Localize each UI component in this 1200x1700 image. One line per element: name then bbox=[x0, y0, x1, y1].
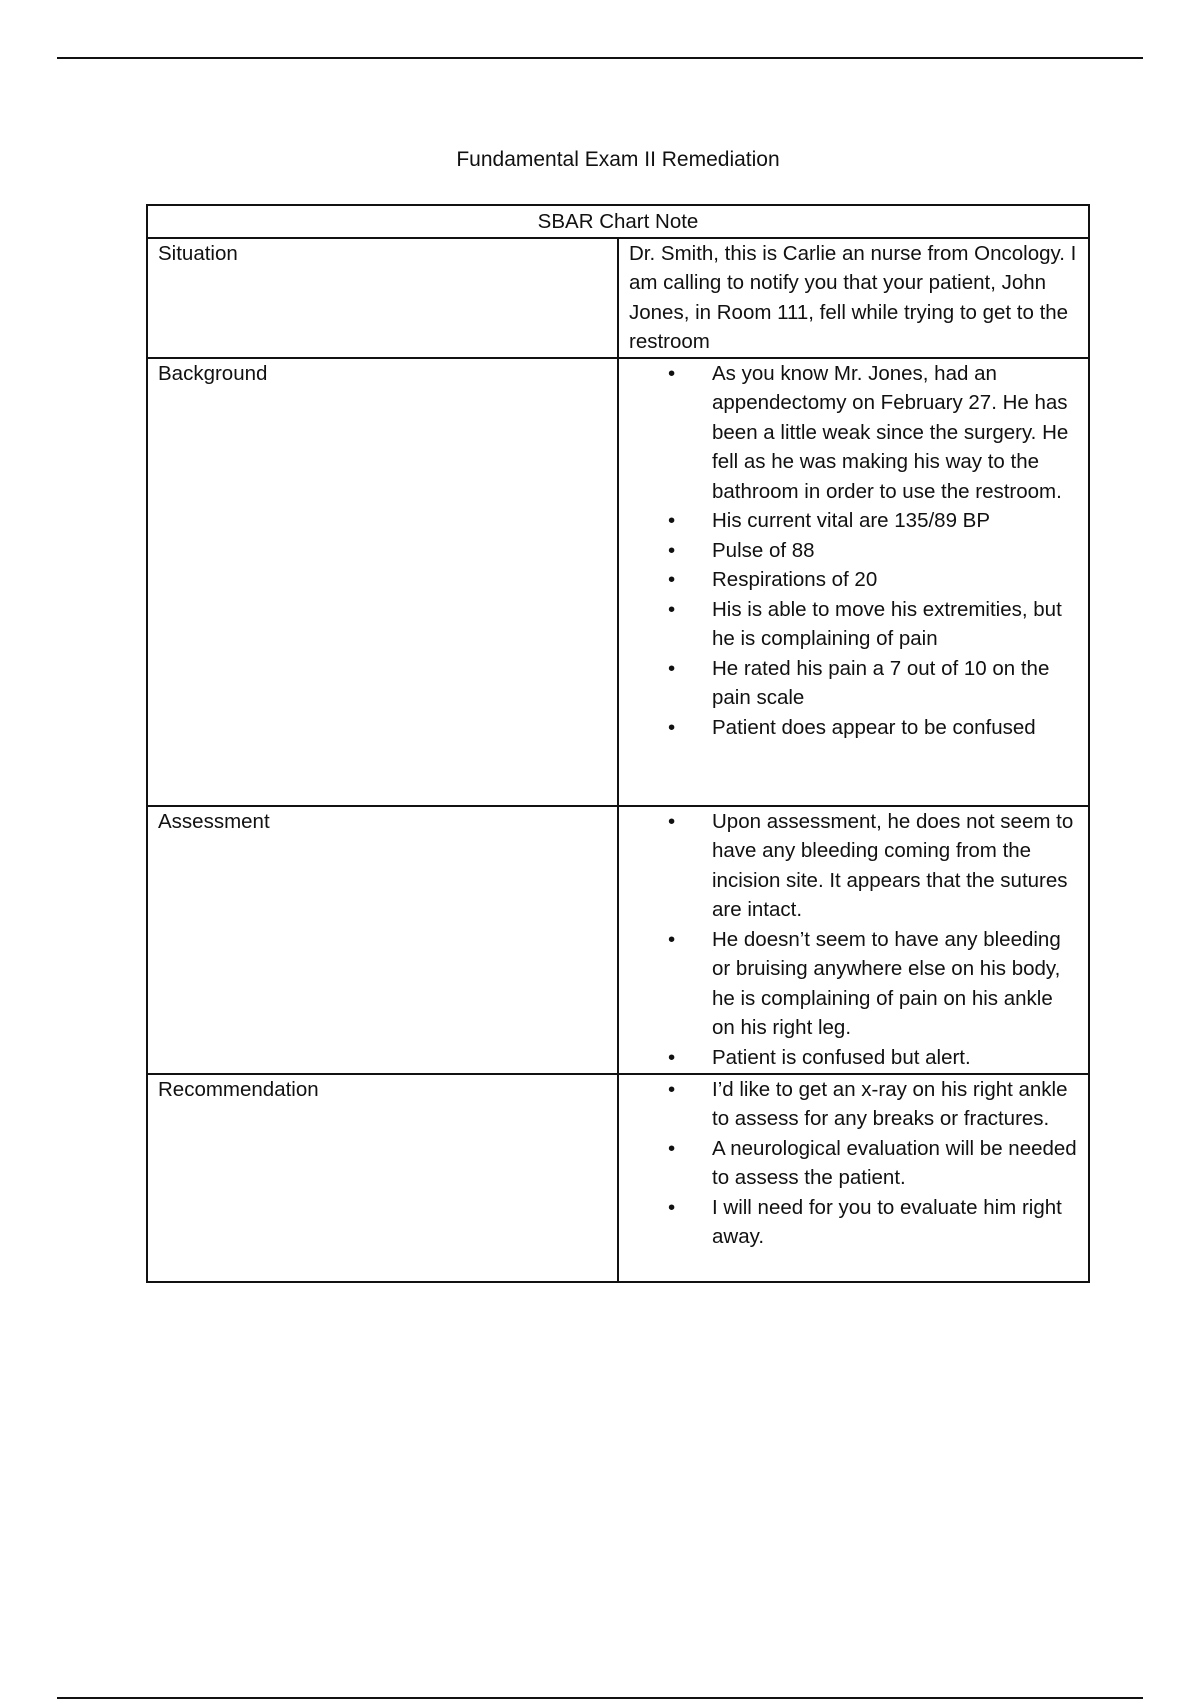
bullet-icon: • bbox=[668, 538, 676, 562]
table-caption-row bbox=[147, 205, 1089, 238]
recommendation-label: Recommendation bbox=[147, 1074, 618, 1282]
bullet-icon: • bbox=[668, 597, 676, 621]
list-item bbox=[629, 565, 1080, 595]
assessment-content bbox=[618, 806, 1089, 1074]
bullet-icon: • bbox=[668, 1195, 676, 1219]
list-item bbox=[629, 807, 1080, 925]
list-item-text: A neurological evaluation will be needed to assess the patient. bbox=[712, 1136, 1077, 1189]
list-item bbox=[629, 595, 1080, 654]
list-item-text: I’d like to get an x-ray on his right ankle to assess for any breaks or fractures. bbox=[712, 1077, 1068, 1130]
list-item-text: As you know Mr. Jones, had an appendectomy on February 27. He has been a little weak since the surgery. He fell as he was making his way to the bathroom in order to use the restroom. bbox=[712, 361, 1069, 503]
bullet-icon: • bbox=[668, 568, 676, 591]
list-item-text: Pulse of 88 bbox=[712, 538, 815, 562]
list-item bbox=[629, 1134, 1080, 1193]
list-item-text: Upon assessment, he does not seem to have any bleeding coming from the incision site. It appears that the sutures are intact. bbox=[712, 809, 1074, 921]
bullet-icon: • bbox=[668, 715, 676, 739]
table-row-recommendation bbox=[147, 1074, 1089, 1282]
bullet-icon: • bbox=[668, 509, 676, 532]
list-item bbox=[629, 654, 1080, 713]
assessment-list bbox=[629, 807, 1080, 1073]
recommendation-content bbox=[618, 1074, 1089, 1282]
list-item bbox=[629, 359, 1080, 507]
bullet-icon: • bbox=[668, 361, 676, 385]
list-item bbox=[629, 536, 1080, 566]
situation-label: Situation bbox=[147, 238, 618, 358]
list-item bbox=[629, 1043, 1080, 1073]
background-content bbox=[618, 358, 1089, 806]
list-item bbox=[629, 506, 1080, 536]
list-item-text: Respirations of 20 bbox=[712, 568, 878, 591]
background-list bbox=[629, 359, 1080, 743]
list-item bbox=[629, 1193, 1080, 1252]
recommendation-list bbox=[629, 1075, 1080, 1252]
situation-text: Dr. Smith, this is Carlie an nurse from Oncology. I am calling to notify you that your patient, John Jones, in Room 111, fell while trying to get to the restroom bbox=[618, 238, 1089, 358]
list-item-text: He rated his pain a 7 out of 10 on the pain scale bbox=[712, 656, 1050, 709]
bullet-icon: • bbox=[668, 1045, 676, 1069]
list-item-text: He doesn’t seem to have any bleeding or bruising anywhere else on his body, he is complaining of pain on his ankle on his right leg. bbox=[712, 927, 1061, 1039]
list-item-text: Patient does appear to be confused bbox=[712, 715, 1036, 739]
table-row-background bbox=[147, 358, 1089, 806]
list-item bbox=[629, 1075, 1080, 1134]
header-rule bbox=[57, 57, 1143, 59]
list-item-text: Patient is confused but alert. bbox=[712, 1045, 971, 1069]
bullet-icon: • bbox=[668, 809, 676, 833]
list-item-text: His is able to move his extremities, but he is complaining of pain bbox=[712, 597, 1062, 650]
assessment-label: Assessment bbox=[147, 806, 618, 1074]
bullet-icon: • bbox=[668, 1077, 676, 1101]
table-row-situation bbox=[147, 238, 1089, 358]
sbar-chart-table bbox=[146, 204, 1090, 1283]
bullet-icon: • bbox=[668, 927, 676, 951]
background-label: Background bbox=[147, 358, 618, 806]
list-item bbox=[629, 713, 1080, 743]
table-caption: SBAR Chart Note bbox=[147, 205, 1089, 238]
footer-rule bbox=[57, 1697, 1143, 1699]
bullet-icon: • bbox=[668, 1136, 676, 1160]
list-item-text: His current vital are 135/89 BP bbox=[712, 509, 991, 532]
bullet-icon: • bbox=[668, 656, 676, 680]
list-item bbox=[629, 925, 1080, 1043]
table-row-assessment bbox=[147, 806, 1089, 1074]
list-item-text: I will need for you to evaluate him right away. bbox=[712, 1195, 1062, 1248]
document-title: Fundamental Exam II Remediation bbox=[456, 148, 780, 171]
